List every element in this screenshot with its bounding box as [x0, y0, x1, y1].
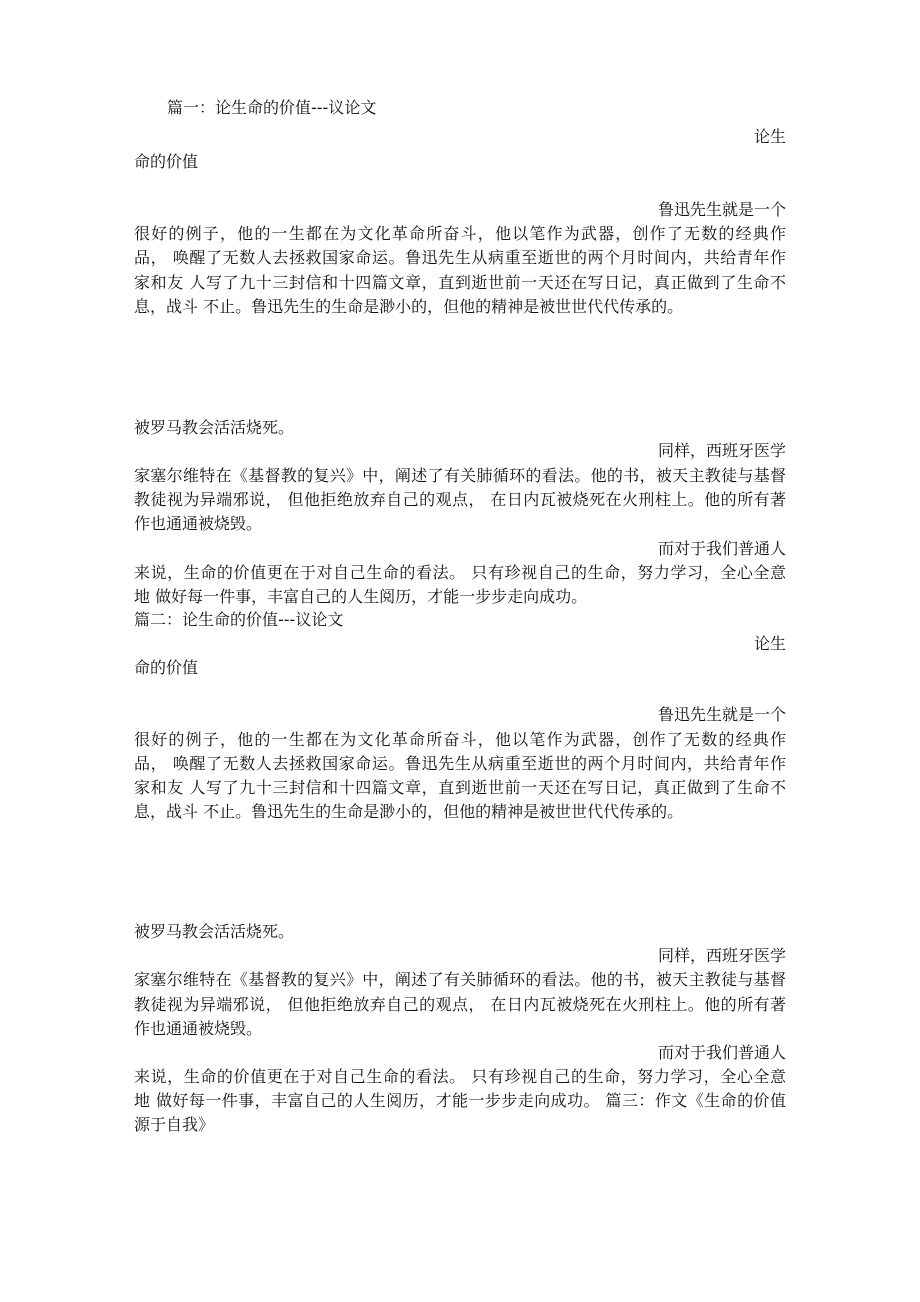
- text-line: 来说，生命的价值更在于对自己生命的看法。 只有珍视自己的生命，努力学习，全心全意: [134, 563, 786, 582]
- text-line: 家和友 人写了九十三封信和十四篇文章，直到逝世前一天还在写日记，真正做到了生命不: [134, 778, 786, 797]
- text-line: 被罗马教会活活烧死。: [134, 922, 295, 941]
- text-line: 作也通通被烧毁。: [134, 514, 263, 533]
- text-line: 教徒视为异端邪说， 但他拒绝放弃自己的观点， 在日内瓦被烧死在火刑柱上。他的所有著: [134, 995, 786, 1014]
- text-line: 被罗马教会活活烧死。: [134, 418, 295, 437]
- text-line: 鲁迅先生就是一个: [657, 705, 786, 724]
- text-line: 很好的例子，他的一生都在为文化革命所奋斗，他以笔作为武器，创作了无数的经典作: [134, 224, 786, 243]
- text-line: 家塞尔维特在《基督教的复兴》中，阐述了有关肺循环的看法。他的书，被天主教徒与基督: [134, 970, 786, 989]
- section-heading: 篇二：论生命的价值---议论文: [134, 610, 344, 629]
- text-line: 而对于我们普通人: [657, 539, 786, 558]
- text-line: 地 做好每一件事，丰富自己的人生阅历，才能一步步走向成功。: [134, 587, 588, 606]
- text-line: 命的价值: [134, 152, 199, 171]
- text-line: 命的价值: [134, 658, 199, 677]
- text-line: 息，战斗 不止。鲁迅先生的生命是渺小的，但他的精神是被世世代代传承的。: [134, 297, 684, 316]
- text-line: 品， 唤醒了无数人去拯救国家命运。鲁迅先生从病重至逝世的两个月时间内，共给青年作: [134, 754, 786, 773]
- text-line: 同样，西班牙医学: [657, 946, 786, 965]
- section-heading: 篇一：论生命的价值---议论文: [167, 98, 377, 117]
- text-line: 而对于我们普通人: [657, 1043, 786, 1062]
- text-line: 很好的例子，他的一生都在为文化革命所奋斗，他以笔作为武器，创作了无数的经典作: [134, 730, 786, 749]
- text-line: 论生: [753, 127, 786, 146]
- text-line: 品， 唤醒了无数人去拯救国家命运。鲁迅先生从病重至逝世的两个月时间内，共给青年作: [134, 248, 786, 267]
- text-line: 来说，生命的价值更在于对自己生命的看法。 只有珍视自己的生命，努力学习，全心全意: [134, 1067, 786, 1086]
- text-line: 鲁迅先生就是一个: [657, 200, 786, 219]
- text-line: 同样，西班牙医学: [657, 441, 786, 460]
- text-line: 作也通通被烧毁。: [134, 1019, 263, 1038]
- text-line: 源于自我》: [134, 1115, 215, 1134]
- text-line: 论生: [753, 634, 786, 653]
- text-line: 家和友 人写了九十三封信和十四篇文章，直到逝世前一天还在写日记，真正做到了生命不: [134, 273, 786, 292]
- text-line: 家塞尔维特在《基督教的复兴》中，阐述了有关肺循环的看法。他的书，被天主教徒与基督: [134, 466, 786, 485]
- text-line: 息，战斗 不止。鲁迅先生的生命是渺小的，但他的精神是被世世代代传承的。: [134, 802, 684, 821]
- text-line: 教徒视为异端邪说， 但他拒绝放弃自己的观点， 在日内瓦被烧死在火刑柱上。他的所有著: [134, 490, 786, 509]
- text-line: 地 做好每一件事，丰富自己的人生阅历，才能一步步走向成功。 篇三：作文《生命的价值: [134, 1091, 786, 1110]
